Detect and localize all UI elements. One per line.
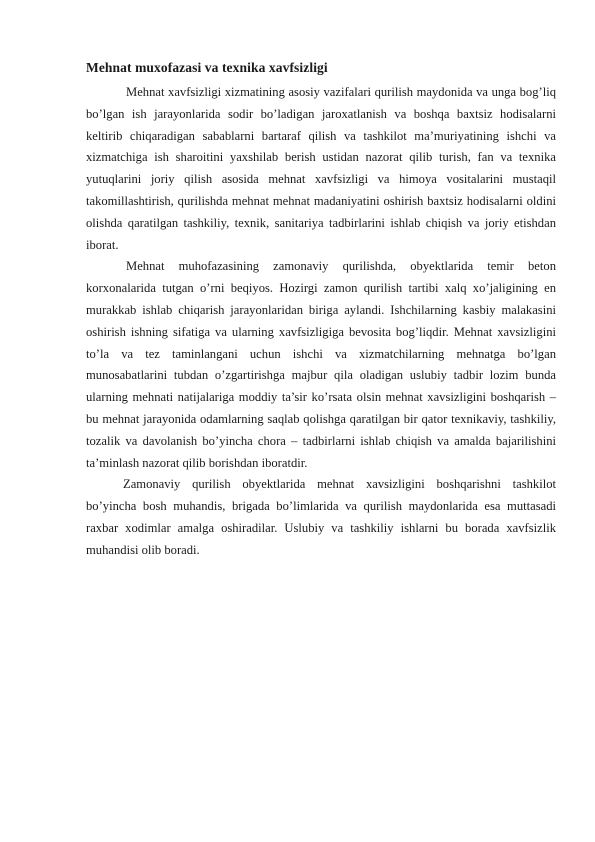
paragraph-1: Mehnat xavfsizligi xizmatining asosiy vazifalari qurilish maydonida va unga bog’liq bo’lgan ish jarayonlarida sodir bo’ladigan jaroxatlanish va boshqa baxtsiz hodisalarni keltirib chiqaradigan sabablarni bartaraf qilish va tashkilot ma’muriyatining ishchi va xizmatchiga ish sharoitini yaxshilab berish ustidan nazorat qilib turish, fan va texnika yutuqlarini joriy qilish asosida mehnat xavfsizligi va himoya vositalarini mustaqil takomillashtirish, qurilishda mehnat mehnat madaniyatini oshirish baxtsiz hodisalarni oldini olishda qaratilgan tashkiliy, texnik, sanitariya tadbirlarini ishlab chiqish va joriy etishdan iborat.	[86, 85, 556, 252]
section-heading: Mehnat muxofazasi va texnika xavfsizligi	[86, 60, 328, 75]
document-body	[86, 58, 556, 562]
paragraph-3: Zamonaviy qurilish obyektlarida mehnat xavsizligini boshqarishni tashkilot bo’yincha bosh muhandis, brigada bo’limlarida va qurilish maydonlarida esa muttasadi raxbar xodimlar amalga oshiradilar. Uslubiy va tashkiliy ishlarni bu borada xavfsizlik muhandisi olib boradi.	[86, 477, 556, 557]
paragraph-2: Mehnat muhofazasining zamonaviy qurilishda, obyektlarida temir beton korxonalarida tutgan o’rni beqiyos. Hozirgi zamon qurilish tartibi xalq xo’jaligining en murakkab ishlab chiqarish jarayonlaridan biriga aylandi. Ishchilarning kasbiy malakasini oshirish ishning sifatiga va ularning xavfsizligiga bevosita bog’liqdir. Mehnat xavsizligini to’la va tez taminlangani uchun ishchi va xizmatchilarning mehnatga bo’lgan munosabatlarini tubdan o’zgartirishga majbur qila oladigan uslubiy tadbir lozim bunda ularning mehnati natijalariga moddiy ta’sir ko’rsata olsin mehnat xavsizligini boshqarish – bu mehnat jarayonida odamlarning saqlab qolishga qaratilgan bir qator texnikaviy, tashkiliy, tozalik va davolanish bo’yincha chora – tadbirlarni ishlab chiqish va amalda bajarilishini ta’minlash nazorat qilib borishdan iboratdir.	[86, 259, 556, 470]
